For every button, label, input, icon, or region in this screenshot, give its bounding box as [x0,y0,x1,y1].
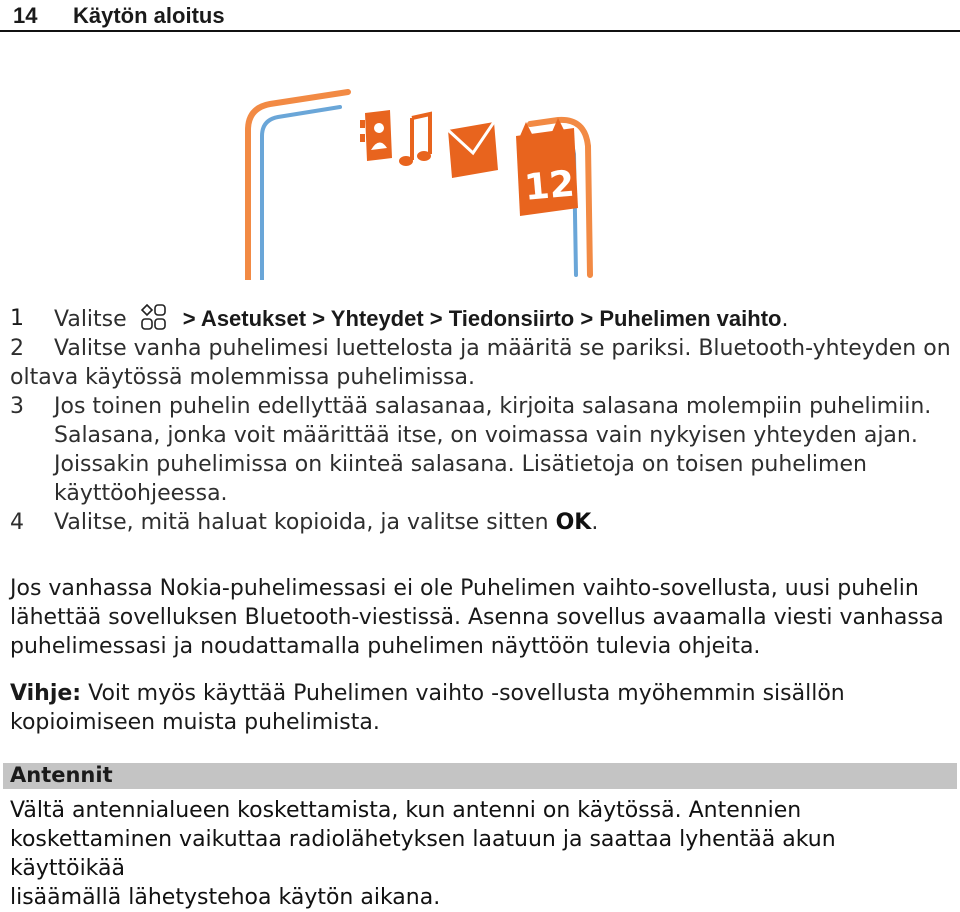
phone-transfer-illustration [240,70,600,280]
calendar-day: 12 [522,163,577,209]
step-end: . [591,510,599,535]
step-3 [10,392,955,508]
menu-path-phone-switch: > Puhelimen vaihto [574,306,782,331]
mail-icon [448,122,498,178]
section-title: Antennit [10,763,113,787]
paragraph-line: koskettaminen vaikuttaa radiolähetyksen laatuun ja saattaa lyhentää akun käyttöikää [10,827,836,881]
tip-text-line: kopioimiseen muista puhelimista. [10,710,380,735]
step-number: 4 [10,510,24,535]
transfer-paragraph [10,574,955,661]
step-2-continued: oltava käytössä molemmissa puhelimissa. [10,365,475,390]
menu-path-data-transfer: > Tiedonsiirto [423,306,575,331]
calendar-icon [516,118,578,216]
instruction-steps [10,304,955,537]
antenna-paragraph [10,796,955,912]
page-number: 14 [13,3,38,28]
tip-text: Voit myös käyttää Puhelimen vaihto -sovellusta myöhemmin sisällön [81,681,845,706]
step-number: 2 [10,336,24,361]
chapter-title: Käytön aloitus [73,3,225,28]
menu-grid-icon [140,304,167,331]
step-text: Valitse [54,307,127,332]
step-end: . [781,307,789,332]
ok-label: OK [555,510,592,535]
step-number: 3 [10,394,24,419]
section-heading-bar [3,763,957,789]
music-icon [399,114,431,166]
menu-path-settings: > Asetukset [176,306,307,331]
contacts-icon [360,110,392,161]
menu-path-connectivity: > Yhteydet [306,306,424,331]
old-phone-outline [248,92,348,280]
paragraph-line: Vältä antennialueen koskettamista, kun antenni on käytössä. Antennien [10,798,802,823]
step-text-line: käyttöohjeessa. [54,481,228,506]
step-4 [10,508,955,537]
step-number: 1 [10,306,24,331]
step-2 [10,334,955,363]
page-header [0,0,960,32]
paragraph-line: lisäämällä lähetystehoa käytön aikana. [10,885,441,910]
step-text-line: Jos toinen puhelin edellyttää salasanaa, kirjoita salasana molempiin puhelimiin. [54,394,932,419]
paragraph-line: Jos vanhassa Nokia-puhelimessasi ei ole Puhelimen vaihto-sovellusta, uusi puhelin [10,576,919,601]
step-text-line: Joissakin puhelimissa on kiinteä salasana. Lisätietoja on toisen puhelimen [54,452,867,477]
step-text-line: Salasana, jonka voit määrittää itse, on voimassa vain nykyisen yhteyden ajan. [54,423,918,448]
step-text-line: Valitse vanha puhelimesi luettelosta ja määritä se pariksi. Bluetooth-yhteyden on [54,336,951,361]
paragraph-line: puhelimessasi ja noudattamalla puhelimen näyttöön tulevia ohjeita. [10,634,761,659]
tip-paragraph [10,679,955,737]
step-text: Valitse, mitä haluat kopioida, ja valitse sitten [54,510,556,535]
paragraph-line: lähettää sovelluksen Bluetooth-viestissä. Asenna sovellus avaamalla viesti vanhassa [10,605,944,630]
step-1 [10,304,955,334]
tip-label: Vihje: [10,681,82,706]
